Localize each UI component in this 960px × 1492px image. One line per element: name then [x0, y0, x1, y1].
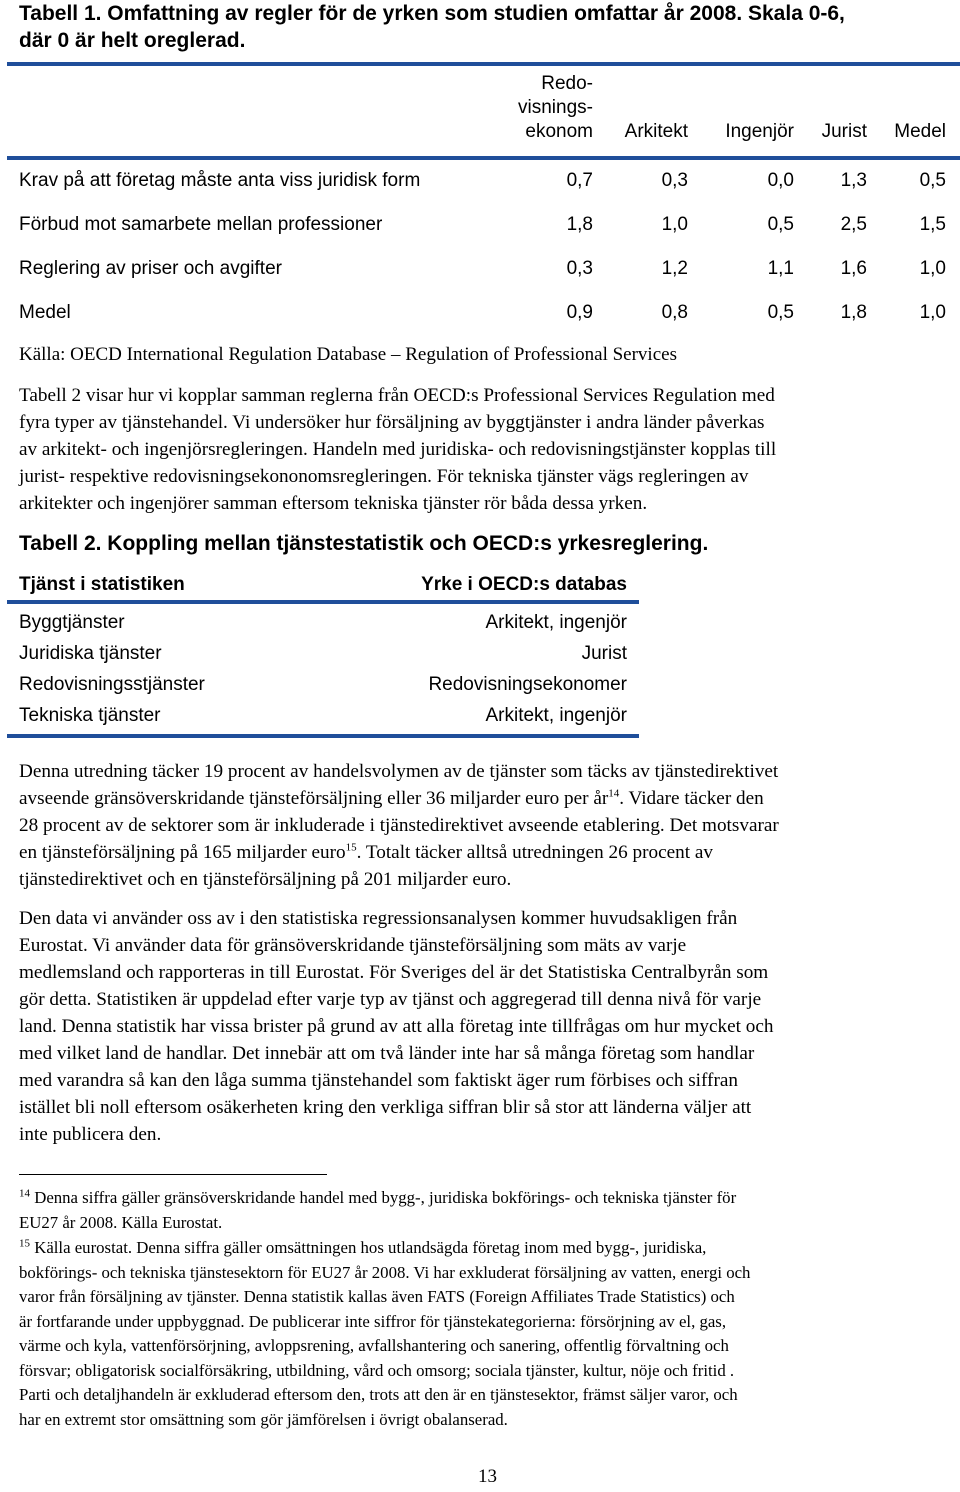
- text-line: [19, 1236, 954, 1261]
- page-number: 13: [478, 1466, 497, 1487]
- table1-header-arkitekt: Arkitekt: [624, 121, 688, 142]
- text-line: tjänstedirektivet och en tjänsteförsäljning på 201 miljarder euro.: [19, 869, 512, 890]
- text-line: bokförings- och tekniska tjänstesektorn för EU27 år 2008. Vi har exkluderat försäljning av vatten, energi och: [19, 1262, 751, 1282]
- cell-value: 1,5: [919, 214, 946, 235]
- text-line: 28 procent av de sektorer som är inkluderade i tjänstedirektivet avseende etablering. Det motsvarar: [19, 815, 779, 836]
- cell-value: 1,0: [919, 258, 946, 279]
- table-row: [7, 292, 960, 336]
- paragraph-coverage: [19, 758, 949, 893]
- footnote-15: [19, 1236, 954, 1432]
- cell-value: 2,5: [840, 214, 867, 235]
- table2-header-right: Yrke i OECD:s databas: [421, 574, 627, 595]
- text-line: Parti och detaljhandeln är exkluderad eftersom den, trots att den är en tjänstesektor, främst säljer varor, och: [19, 1385, 738, 1404]
- text-line: fyra typer av tjänstehandel. Vi undersöker hur försäljning av byggtjänster i andra länder påverkas: [19, 412, 765, 433]
- footnote-ref-15[interactable]: 15: [345, 841, 357, 854]
- cell-value: 0,5: [919, 170, 946, 191]
- table1-header: [7, 66, 960, 156]
- cell-value: 0,0: [767, 170, 794, 191]
- text-span: avseende gränsöverskridande tjänsteförsäljning eller 36 miljarder euro per år: [19, 788, 609, 809]
- table-row: [7, 248, 960, 292]
- table1-source: Källa: OECD International Regulation Database – Regulation of Professional Services: [19, 344, 677, 365]
- table-row: [7, 670, 639, 701]
- table-row: [7, 639, 639, 670]
- cell-value: 1,3: [840, 170, 867, 191]
- table2-header: [7, 570, 639, 600]
- paragraph-data-source: [19, 905, 949, 1148]
- cell-value: 1,0: [919, 302, 946, 323]
- text-line: Eurostat. Vi använder data för gränsöverskridande tjänsteförsäljning som mäts av varje: [19, 935, 687, 956]
- table1-header-ingenjor: Ingenjör: [725, 121, 794, 142]
- cell-value: 1,8: [840, 302, 867, 323]
- text-line: Denna utredning täcker 19 procent av handelsvolymen av de tjänster som täcks av tjänstedirektivet: [19, 761, 779, 782]
- text-line: inte publicera den.: [19, 1124, 162, 1145]
- text-span: . Vidare täcker den: [619, 788, 764, 809]
- cell-value: Redovisningsekonomer: [428, 674, 627, 695]
- cell-value: Arkitekt, ingenjör: [485, 612, 627, 633]
- text-line: [19, 839, 949, 866]
- text-line: medlemsland och rapporteras in till Eurostat. För Sveriges del är det Statistiska Centralbyrån som: [19, 962, 769, 983]
- table-row: [7, 204, 960, 248]
- text-line: med varandra så kan den låga summa tjänstehandel som faktiskt äger rum förbises och siffran: [19, 1070, 738, 1091]
- table2-body: [7, 604, 639, 734]
- text-line: istället bli noll eftersom osäkerheten kring den verkliga siffran blir så stor att länderna väljer att: [19, 1097, 752, 1118]
- footnote-14: [19, 1186, 954, 1235]
- cell-value: 1,8: [566, 214, 593, 235]
- text-line: av arkitekt- och ingenjörsregleringen. Handeln med juridiska- och redovisningstjänster kopplas till: [19, 439, 777, 460]
- text-span: en tjänsteförsäljning på 165 miljarder euro: [19, 842, 346, 863]
- row-label: Juridiska tjänster: [19, 643, 162, 664]
- table1-caption-line1: Tabell 1. Omfattning av regler för de yrken som studien omfattar år 2008. Skala 0-6,: [19, 2, 845, 25]
- table1-header-medel: Medel: [894, 121, 946, 142]
- cell-value: 0,9: [566, 302, 593, 323]
- table2-caption: Tabell 2. Koppling mellan tjänstestatistik och OECD:s yrkesreglering.: [19, 532, 709, 555]
- cell-value: 0,7: [566, 170, 593, 191]
- text-line: land. Denna statistik har vissa brister på grund av att alla företag inte tillfrågas om hur mycket och: [19, 1016, 774, 1037]
- text-line: Den data vi använder oss av i den statistiska regressionsanalysen kommer huvudsakligen från: [19, 908, 738, 929]
- table1-caption-line2: där 0 är helt oreglerad.: [19, 29, 246, 52]
- paragraph-table2-intro: [19, 382, 949, 517]
- header-line: visnings-: [518, 97, 593, 118]
- text-line: gör detta. Statistiken är uppdelad efter varje typ av tjänst och aggregerad till denna nivå för varje: [19, 989, 762, 1010]
- text-span: Denna siffra gäller gränsöverskridande handel med bygg-, juridiska bokförings- och tekniska tjänster för: [30, 1188, 737, 1207]
- row-label: Tekniska tjänster: [19, 705, 161, 726]
- text-line: arkitekter och ingenjörer samman eftersom tekniska tjänster rör båda dessa yrken.: [19, 493, 648, 514]
- row-label: Medel: [19, 302, 71, 323]
- footnote-ref-14[interactable]: 14: [608, 787, 620, 800]
- table-row: [7, 701, 639, 732]
- cell-value: 0,8: [661, 302, 688, 323]
- text-line: har en extremt stor omsättning som gör jämförelsen i övrigt obalanserad.: [19, 1409, 508, 1429]
- text-line: [19, 1186, 954, 1211]
- header-line: ekonom: [525, 121, 593, 142]
- text-line: med vilket land de handlar. Det innebär att om två länder inte har så många företag som handlar: [19, 1043, 755, 1064]
- cell-value: 1,1: [767, 258, 794, 279]
- table-row: [7, 608, 639, 639]
- text-line: värme och kyla, vattenförsörjning, avloppsrening, avfallshantering och sanering, offentlig förvaltning och: [19, 1336, 729, 1355]
- text-span: . Totalt täcker alltså utredningen 26 procent av: [356, 842, 713, 863]
- cell-value: Arkitekt, ingenjör: [485, 705, 627, 726]
- table1-caption: [19, 0, 845, 54]
- cell-value: 1,2: [661, 258, 688, 279]
- header-line: Redo-: [541, 73, 593, 94]
- row-label: Krav på att företag måste anta viss juridisk form: [19, 170, 421, 191]
- footnote-number: 15: [19, 1237, 30, 1250]
- cell-value: 0,5: [767, 302, 794, 323]
- cell-value: 0,3: [661, 170, 688, 191]
- row-label: Byggtjänster: [19, 612, 125, 633]
- row-label: Förbud mot samarbete mellan professioner: [19, 214, 383, 235]
- text-line: [19, 785, 949, 812]
- text-line: EU27 år 2008. Källa Eurostat.: [19, 1212, 223, 1232]
- table1: [7, 62, 960, 336]
- text-line: försvar; obligatorisk socialförsäkring, utbildning, vård och omsorg; sociala tjänster, kultur, nöje och fritid .: [19, 1360, 735, 1380]
- row-label: Reglering av priser och avgifter: [19, 258, 282, 279]
- table2-bottom-rule: [7, 734, 639, 738]
- row-label: Redovisningsstjänster: [19, 674, 205, 695]
- table1-header-redovisningsekonom: [518, 72, 593, 144]
- text-line: är fortfarande under uppbyggnad. De publicerar inte siffror för tjänstekategorierna: försörjning av el, gas,: [19, 1311, 727, 1331]
- table2: [7, 570, 639, 738]
- table-row: [7, 160, 960, 204]
- table1-header-jurist: Jurist: [821, 121, 867, 142]
- text-line: varor från försäljning av tjänster. Denna statistik kallas även FATS (Foreign Affiliates Trade Statistics) och: [19, 1287, 735, 1306]
- text-span: Källa eurostat. Denna siffra gäller omsättningen hos utlandsägda företag inom med bygg-, juridiska,: [30, 1238, 707, 1257]
- footnote-separator: [19, 1174, 327, 1175]
- cell-value: Jurist: [581, 643, 627, 664]
- cell-value: 0,5: [767, 214, 794, 235]
- cell-value: 1,0: [661, 214, 688, 235]
- table2-header-left: Tjänst i statistiken: [19, 574, 185, 595]
- cell-value: 0,3: [566, 258, 593, 279]
- text-line: jurist- respektive redovisningsekononomsregleringen. För tekniska tjänster vägs regleringen av: [19, 466, 749, 487]
- footnote-number: 14: [19, 1187, 30, 1200]
- text-line: Tabell 2 visar hur vi kopplar samman reglerna från OECD:s Professional Services Regulation med: [19, 385, 775, 406]
- cell-value: 1,6: [840, 258, 867, 279]
